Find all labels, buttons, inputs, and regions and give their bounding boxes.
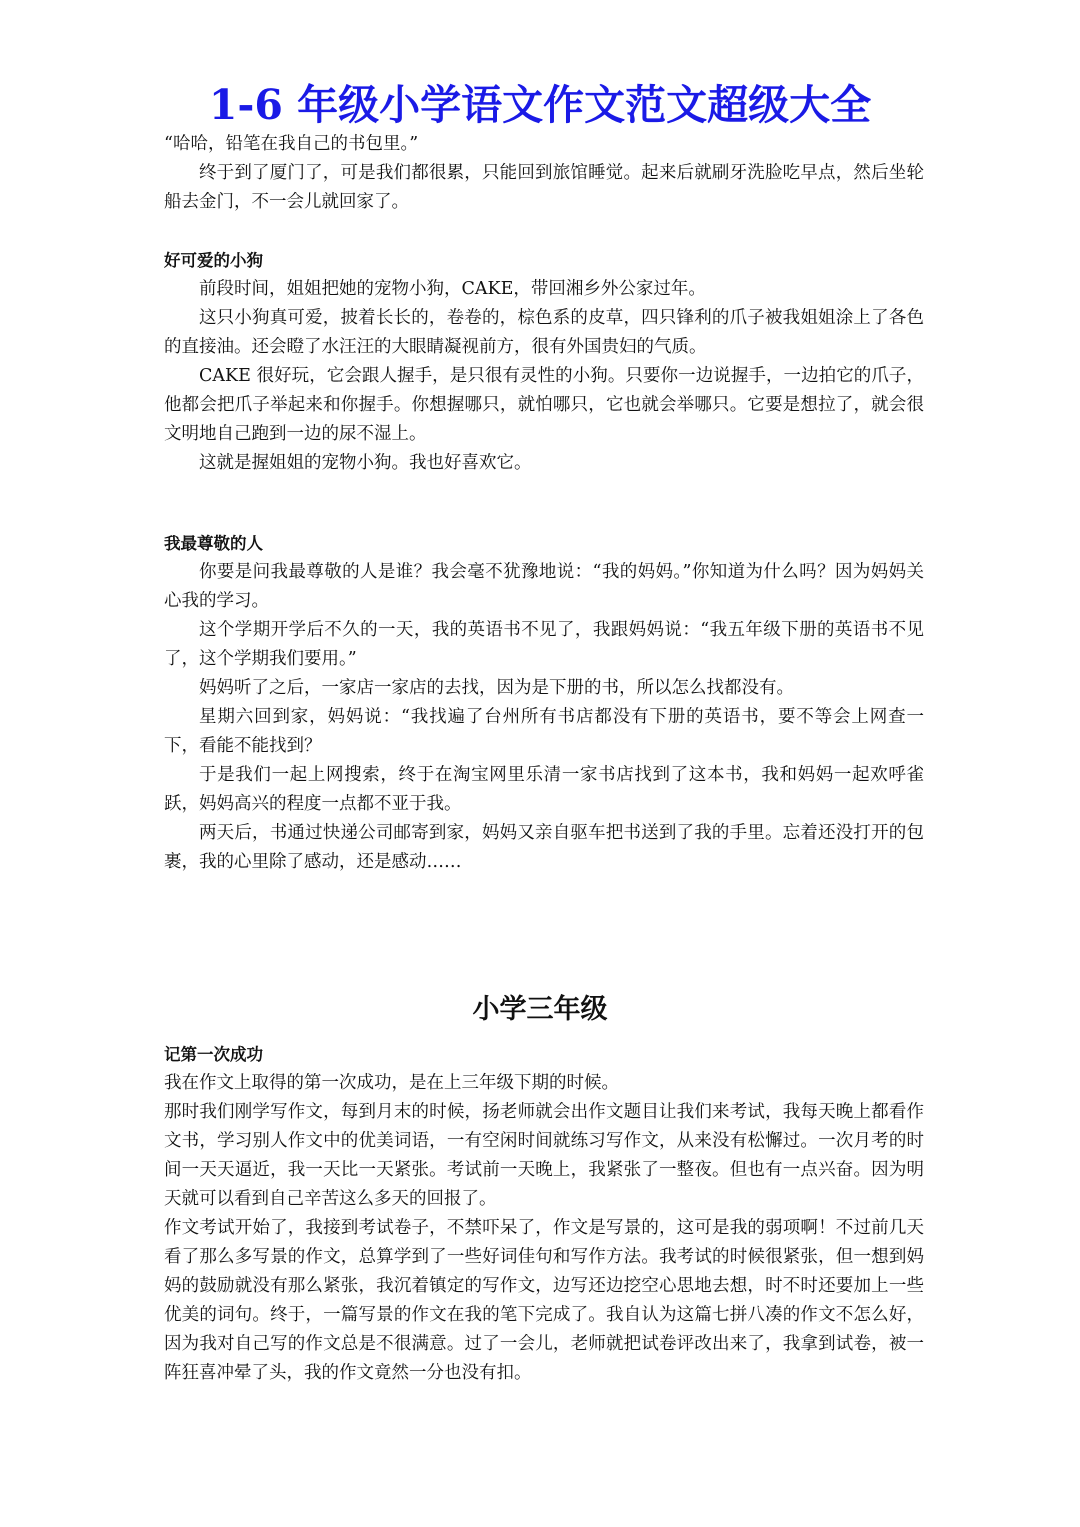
paragraph: 作文考试开始了，我接到考试卷子，不禁吓呆了，作文是写景的，这可是我的弱项啊！不过前几天看了那么多写景的作文，总算学到了一些好词佳句和写作方法。我考试的时候很紧张，但一想到妈妈的鼓励就没有那么紧张，我沉着镇定的写作文，边写还边挖空心思地去想，时不时还要加上一些优美的词句。终于，一篇写景的作文在我的笔下完成了。我自认为这篇七拼八凑的作文不怎么好，因为我对自己写的作文总是不很满意。过了一会儿，老师就把试卷评改出来了，我拿到试卷，被一阵狂喜冲晕了头，我的作文竟然一分也没有扣。 — [164, 1218, 924, 1383]
paragraph: 终于到了厦门了，可是我们都很累，只能回到旅馆睡觉。起来后就刷牙洗脸吃早点，然后坐轮船去金门，不一会儿就回家了。 — [164, 163, 924, 212]
essay-title: 记第一次成功 — [164, 1045, 263, 1064]
document-title: 1-6 年级小学语文作文范文超级大全 — [208, 81, 872, 129]
section-title: 小学三年级 — [472, 994, 608, 1025]
essay-respect — [164, 529, 924, 877]
paragraph: 两天后，书通过快递公司邮寄到家，妈妈又亲自驱车把书送到了我的手里。忘着还没打开的包裹，我的心里除了感动，还是感动…… — [164, 823, 924, 872]
paragraph: 这只小狗真可爱，披着长长的，卷卷的，棕色系的皮草，四只锋利的爪子被我姐姐涂上了各色的直接油。还会瞪了水汪汪的大眼睛凝视前方，很有外国贵妇的气质。 — [164, 308, 924, 357]
essay-success — [164, 1040, 924, 1388]
paragraph: CAKE 很好玩，它会跟人握手，是只很有灵性的小狗。只要你一边说握手，一边拍它的爪子，他都会把爪子举起来和你握手。你想握哪只，就怕哪只，它也就会举哪只。它要是想拉了，就会很文明地自己跑到一边的尿不湿上。 — [164, 366, 924, 444]
paragraph: 妈妈听了之后，一家店一家店的去找，因为是下册的书，所以怎么找都没有。 — [199, 678, 794, 698]
paragraph: 我在作文上取得的第一次成功，是在上三年级下期的时候。 — [164, 1073, 619, 1093]
intro-block — [164, 130, 924, 217]
essay-dog — [164, 246, 924, 478]
paragraph: “哈哈，铅笔在我自己的书包里。” — [164, 134, 419, 154]
paragraph: 你要是问我最尊敬的人是谁？我会毫不犹豫地说：“我的妈妈。”你知道为什么吗？因为妈妈关心我的学习。 — [164, 562, 924, 611]
paragraph: 星期六回到家，妈妈说：“我找遍了台州所有书店都没有下册的英语书，要不等会上网查一下，看能不能找到？ — [164, 707, 924, 756]
essay-title: 好可爱的小狗 — [164, 251, 263, 270]
paragraph: 这个学期开学后不久的一天，我的英语书不见了，我跟妈妈说：“我五年级下册的英语书不见了，这个学期我们要用。” — [164, 620, 924, 669]
paragraph: 前段时间，姐姐把她的宠物小狗，CAKE，带回湘乡外公家过年。 — [199, 279, 706, 299]
paragraph: 那时我们刚学写作文，每到月末的时候，扬老师就会出作文题目让我们来考试，我每天晚上都看作文书，学习别人作文中的优美词语，一有空闲时间就练习写作文，从来没有松懈过。一次月考的时间一天天逼近，我一天比一天紧张。考试前一天晚上，我紧张了一整夜。但也有一点兴奋。因为明天就可以看到自己辛苦这么多天的回报了。 — [164, 1102, 924, 1209]
essay-title: 我最尊敬的人 — [164, 534, 263, 553]
paragraph: 于是我们一起上网搜索，终于在淘宝网里乐清一家书店找到了这本书，我和妈妈一起欢呼雀跃，妈妈高兴的程度一点都不亚于我。 — [164, 765, 924, 814]
paragraph: 这就是握姐姐的宠物小狗。我也好喜欢它。 — [199, 453, 532, 473]
